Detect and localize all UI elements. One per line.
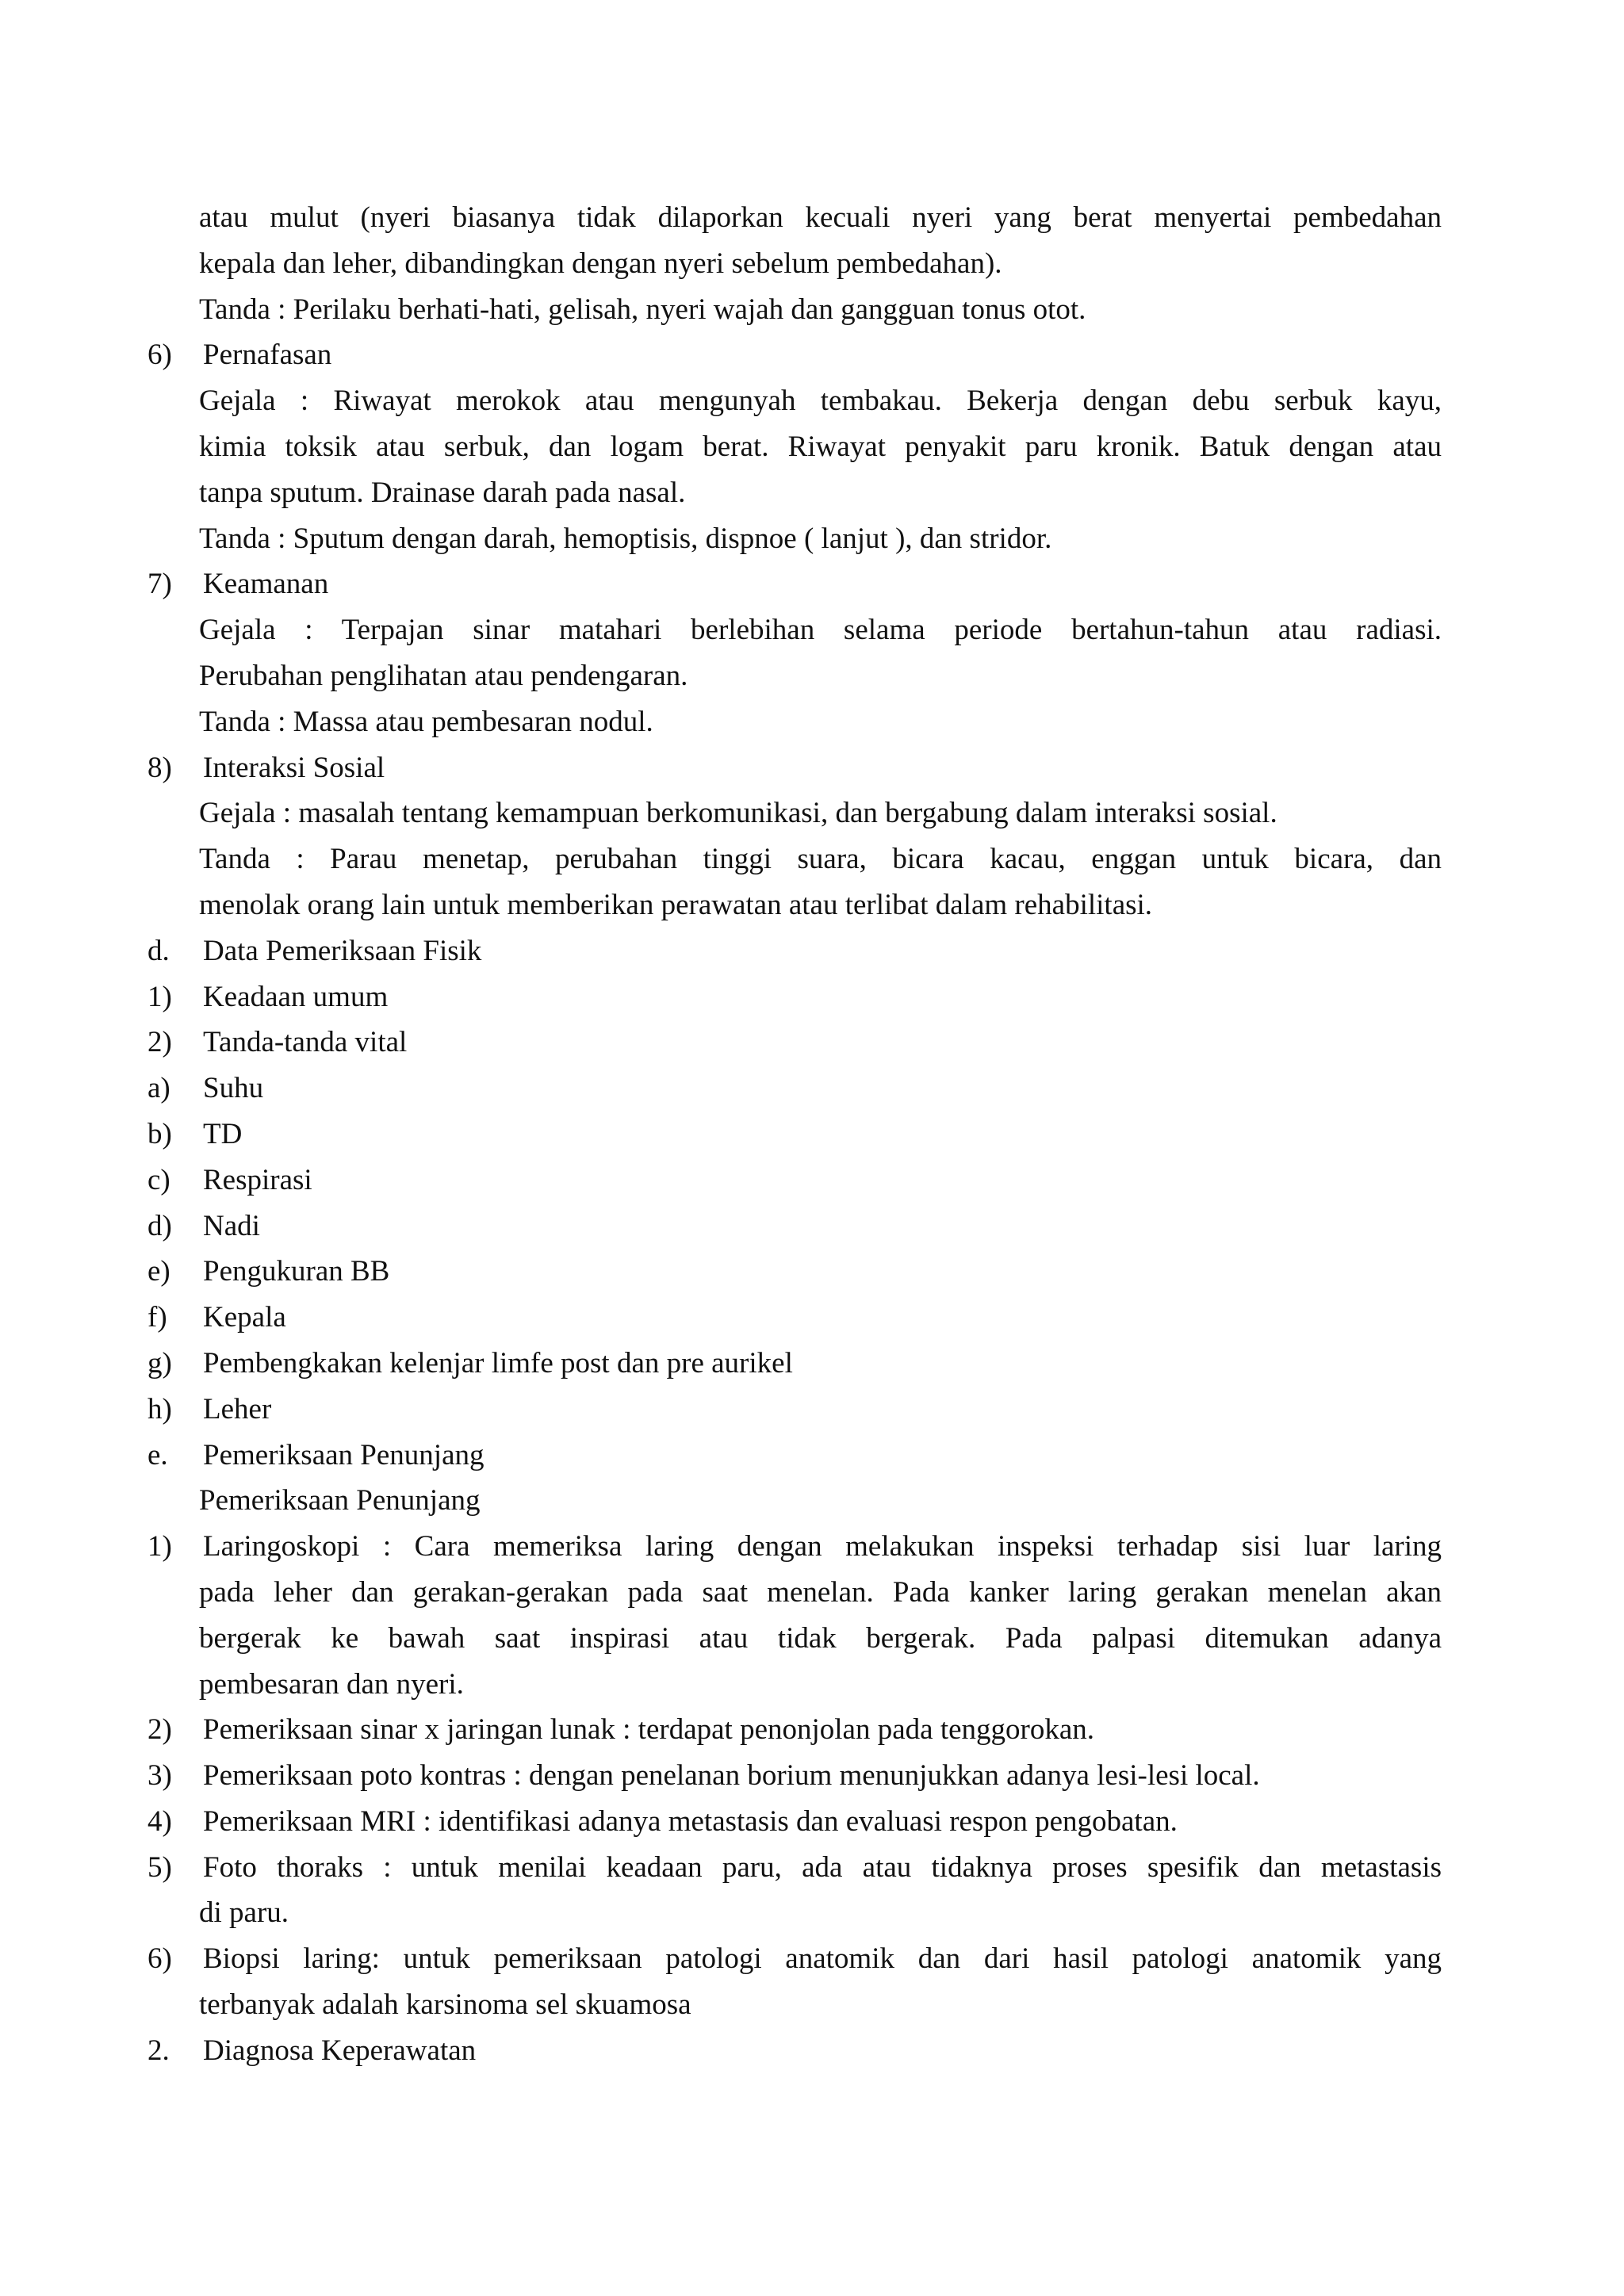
list-item [0,1020,1624,1066]
list-number: 6) [147,339,172,372]
list-item-text: Pemeriksaan sinar x jaringan lunak : terdapat penonjolan pada tenggorokan. [203,1713,1095,1747]
paragraph-line: pembesaran dan nyeri. [199,1667,464,1701]
list-item [0,1753,1624,1799]
list-item [0,1066,1624,1112]
text-line [0,607,1624,653]
list-item-text: Suhu [203,1072,264,1105]
text-line [0,424,1624,470]
list-number: 2. [147,2034,170,2067]
document-page [0,195,1624,2074]
text-line [0,653,1624,699]
paragraph-line: Tanda : Sputum dengan darah, hemoptisis, dispnoe ( lanjut ), dan stridor. [199,522,1052,555]
section-title: Data Pemeriksaan Fisik [203,934,482,967]
paragraph-line: di paru. [199,1896,289,1930]
text-line [0,1570,1624,1616]
text-line [0,378,1624,424]
list-item [0,1249,1624,1295]
list-item-text: Nadi [203,1209,260,1242]
paragraph-line: Gejala : Riwayat merokok atau mengunyah tembakau. Bekerja dengan debu serbuk kayu, [199,385,1442,418]
section-title: Diagnosa Keperawatan [203,2034,477,2067]
text-line [0,1616,1624,1662]
list-item-text: Pemeriksaan poto kontras : dengan penelanan borium menunjukkan adanya lesi-lesi local. [203,1759,1260,1793]
list-item [0,1845,1624,1891]
section-heading [0,332,1624,378]
list-item-text: Pembengkakan kelenjar limfe post dan pre aurikel [203,1346,793,1380]
section-title: Pernafasan [203,339,332,372]
paragraph-line: Perubahan penglihatan atau pendengaran. [199,659,688,692]
text-line [0,1890,1624,1936]
list-letter: c) [147,1163,170,1196]
list-letter: d) [147,1209,172,1242]
paragraph-line: Tanda : Perilaku berhati-hati, gelisah, nyeri wajah dan gangguan tonus otot. [199,293,1086,326]
list-item [0,1387,1624,1433]
paragraph-line: Gejala : masalah tentang kemampuan berkomunikasi, dan bergabung dalam interaksi sosial. [199,797,1277,830]
list-item [0,1203,1624,1249]
text-line [0,1982,1624,2028]
list-letter: g) [147,1346,172,1380]
text-line [0,470,1624,516]
list-letter: e. [147,1438,168,1471]
list-number: 3) [147,1759,172,1793]
list-item-text: Foto thoraks : untuk menilai keadaan paru, ada atau tidaknya proses spesifik dan metastasis [203,1850,1442,1884]
list-item-text: TD [203,1117,243,1150]
list-item [0,1936,1624,1982]
list-item [0,1295,1624,1341]
paragraph-line: atau mulut (nyeri biasanya tidak dilaporkan kecuali nyeri yang berat menyertai pembedahan [199,201,1442,234]
list-letter: f) [147,1301,167,1334]
text-line [0,195,1624,241]
section-heading [0,928,1624,974]
text-line [0,287,1624,333]
list-item [0,1341,1624,1387]
list-number: 6) [147,1942,172,1976]
paragraph-line: kimia toksik atau serbuk, dan logam berat. Riwayat penyakit paru kronik. Batuk dengan atau [199,430,1442,463]
list-letter: h) [147,1392,172,1425]
list-item [0,1707,1624,1753]
paragraph-line: Tanda : Parau menetap, perubahan tinggi suara, bicara kacau, enggan untuk bicara, dan [199,843,1442,876]
list-number: 4) [147,1804,172,1838]
paragraph-line: Gejala : Terpajan sinar matahari berlebihan selama periode bertahun-tahun atau radiasi. [199,614,1442,647]
list-item-text: Respirasi [203,1163,312,1196]
text-line [0,241,1624,287]
list-item-text: Pemeriksaan MRI : identifikasi adanya metastasis dan evaluasi respon pengobatan. [203,1804,1178,1838]
list-item-text: Biopsi laring: untuk pemeriksaan patologi anatomik dan dari hasil patologi anatomik yang [203,1942,1442,1976]
list-item [0,1799,1624,1845]
paragraph-line: bergerak ke bawah saat inspirasi atau tidak bergerak. Pada palpasi ditemukan adanya [199,1621,1442,1655]
section-heading [0,561,1624,607]
list-letter: a) [147,1072,170,1105]
list-number: 5) [147,1850,172,1884]
list-item-text: Tanda-tanda vital [203,1026,408,1059]
text-line [0,1478,1624,1524]
text-line [0,836,1624,882]
section-title: Pemeriksaan Penunjang [203,1438,485,1471]
list-item [0,974,1624,1020]
list-number: 1) [147,1530,172,1563]
text-line [0,790,1624,836]
list-letter: e) [147,1255,170,1288]
list-number: 2) [147,1713,172,1747]
list-number: 7) [147,568,172,601]
list-item [0,1112,1624,1158]
list-number: 8) [147,751,172,784]
list-item-text: Laringoskopi : Cara memeriksa laring dengan melakukan inspeksi terhadap sisi luar laring [203,1530,1442,1563]
text-line [0,882,1624,928]
list-item [0,1158,1624,1203]
paragraph-line: pada leher dan gerakan-gerakan pada saat menelan. Pada kanker laring gerakan menelan akan [199,1575,1442,1609]
paragraph-line: tanpa sputum. Drainase darah pada nasal. [199,476,686,509]
sub-heading: Pemeriksaan Penunjang [199,1484,481,1517]
list-letter: d. [147,934,170,967]
section-heading [0,745,1624,791]
list-item-text: Pengukuran BB [203,1255,390,1288]
paragraph-line: Tanda : Massa atau pembesaran nodul. [199,705,653,738]
section-heading [0,1433,1624,1479]
section-title: Interaksi Sosial [203,751,385,784]
paragraph-line: terbanyak adalah karsinoma sel skuamosa [199,1988,691,2022]
section-heading [0,2028,1624,2074]
list-item [0,1524,1624,1570]
text-line [0,1662,1624,1708]
text-line [0,699,1624,745]
section-title: Keamanan [203,568,329,601]
paragraph-line: menolak orang lain untuk memberikan perawatan atau terlibat dalam rehabilitasi. [199,888,1153,921]
list-item-text: Keadaan umum [203,980,389,1013]
list-item-text: Kepala [203,1301,286,1334]
list-number: 1) [147,980,172,1013]
text-line [0,516,1624,562]
list-number: 2) [147,1026,172,1059]
list-letter: b) [147,1117,172,1150]
list-item-text: Leher [203,1392,272,1425]
paragraph-line: kepala dan leher, dibandingkan dengan nyeri sebelum pembedahan). [199,247,1002,280]
